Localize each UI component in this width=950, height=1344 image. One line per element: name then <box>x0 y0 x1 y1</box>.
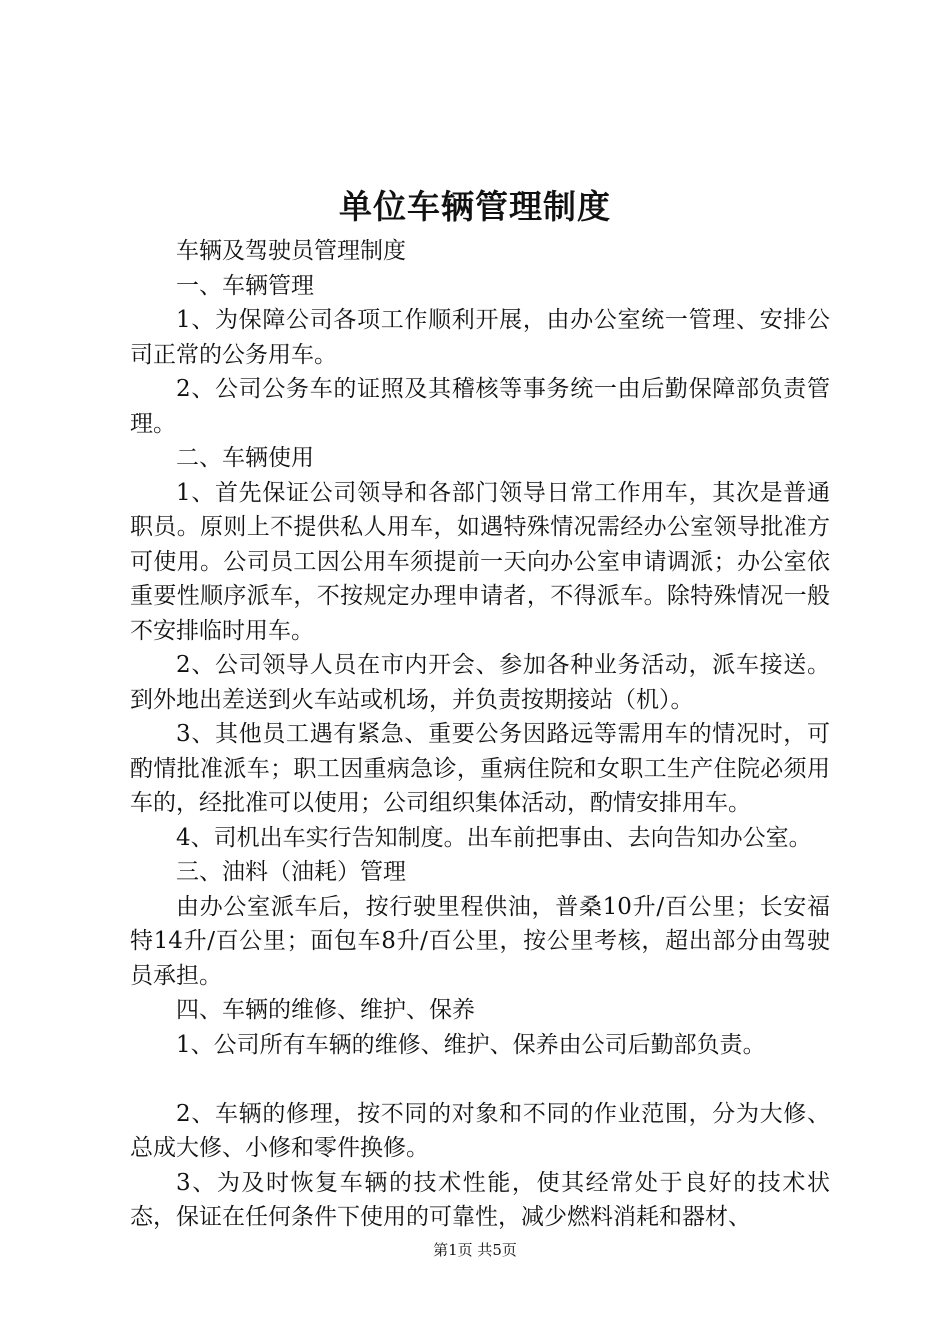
paragraph: 3、为及时恢复车辆的技术性能，使其经常处于良好的技术状态，保证在任何条件下使用的可靠性，减少燃料消耗和器材、 <box>130 1169 830 1230</box>
doc-subtitle: 车辆及驾驶员管理制度 <box>176 238 406 264</box>
paragraph: 由办公室派车后，按行驶里程供油，普桑10升/百公里；长安福特14升/百公里；面包车8升/百公里，按公里考核，超出部分由驾驶员承担。 <box>130 893 830 989</box>
document-title: 单位车辆管理制度 <box>339 187 611 226</box>
paragraph: 1、公司所有车辆的维修、维护、保养由公司后勤部负责。 <box>176 1031 766 1058</box>
paragraph: 2、公司公务车的证照及其稽核等事务统一由后勤保障部负责管理。 <box>130 376 830 437</box>
section-heading-maintenance: 四、车辆的维修、维护、保养 <box>176 997 475 1023</box>
section-heading-vehicle-use: 二、车辆使用 <box>176 445 314 471</box>
paragraph: 1、首先保证公司领导和各部门领导日常工作用车，其次是普通职员。原则上不提供私人用车，如遇特殊情况需经办公室领导批准方可使用。公司员工因公用车须提前一天向办公室申请调派；办公室依重要性顺序派车，不按规定办理申请者，不得派车。除特殊情况一般不安排临时用车。 <box>130 479 830 644</box>
section-heading-fuel: 三、油料（油耗）管理 <box>176 859 406 885</box>
section-heading-vehicle-management: 一、车辆管理 <box>176 272 314 299</box>
paragraph: 2、车辆的修理，按不同的对象和不同的作业范围，分为大修、总成大修、小修和零件换修。 <box>130 1100 830 1161</box>
document-body <box>130 234 830 1235</box>
paragraph: 2、公司领导人员在市内开会、参加各种业务活动，派车接送。到外地出差送到火车站或机场，并负责按期接站（机）。 <box>130 652 830 713</box>
paragraph: 3、其他员工遇有紧急、重要公务因路远等需用车的情况时，可酌情批准派车；职工因重病急诊，重病住院和女职工生产住院必须用车的，经批准可以使用；公司组织集体活动，酌情安排用车。 <box>130 721 830 816</box>
paragraph: 4、司机出车实行告知制度。出车前把事由、去向告知办公室。 <box>176 824 812 851</box>
page-number-footer: 第1页 共5页 <box>433 1241 517 1259</box>
paragraph: 1、为保障公司各项工作顺利开展，由办公室统一管理、安排公司正常的公务用车。 <box>130 307 830 368</box>
